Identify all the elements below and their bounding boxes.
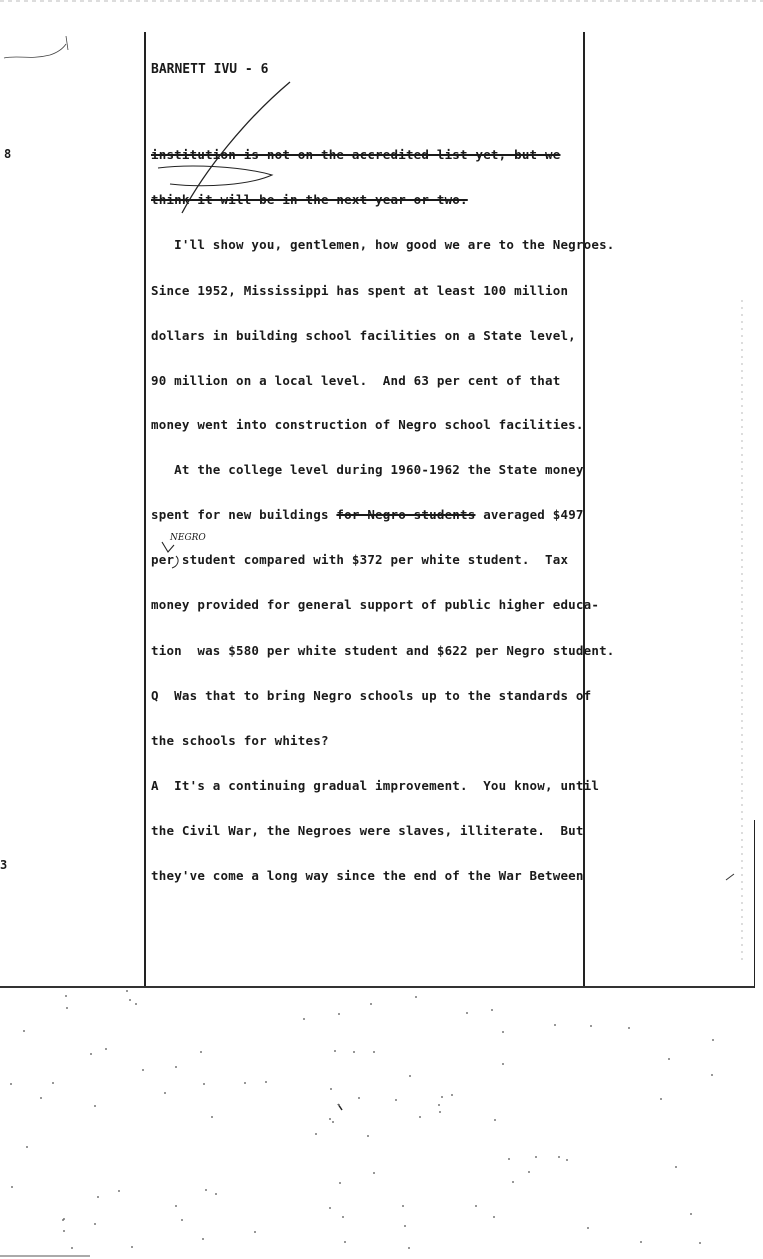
scan-speck xyxy=(475,1205,477,1207)
scan-speck xyxy=(512,1181,514,1183)
scan-speck xyxy=(71,1247,73,1249)
scan-speck xyxy=(175,1066,177,1068)
text-line: spent for new buildings for Negro students averaged $497 xyxy=(151,507,584,522)
scan-speck xyxy=(508,1158,510,1160)
scan-speck xyxy=(415,996,417,998)
scan-speck xyxy=(395,1099,397,1101)
scan-speck xyxy=(342,1216,344,1218)
scan-speck xyxy=(344,1241,346,1243)
scan-speck xyxy=(215,1193,217,1195)
scan-speck xyxy=(164,1092,166,1094)
scan-speck xyxy=(711,1074,713,1076)
scan-speck xyxy=(244,1082,246,1084)
scan-speck xyxy=(438,1104,440,1106)
scan-speck xyxy=(10,1083,12,1085)
scan-speck xyxy=(587,1227,589,1229)
scan-speck xyxy=(26,1146,28,1148)
text-line: they've come a long way since the end of the War Between xyxy=(151,868,584,883)
struck-phrase: for Negro students xyxy=(336,507,476,522)
scan-speck xyxy=(131,1246,133,1248)
scan-speck xyxy=(690,1213,692,1215)
scan-speck xyxy=(62,1219,64,1221)
scan-speck xyxy=(181,1219,183,1221)
scan-speck xyxy=(329,1207,331,1209)
scan-speck xyxy=(554,1024,556,1026)
margin-number-bottom: 3 xyxy=(0,858,8,872)
scan-speck xyxy=(332,1121,334,1123)
scan-speck xyxy=(175,1205,177,1207)
scan-speck xyxy=(409,1075,411,1077)
scan-speck xyxy=(202,1238,204,1240)
text-line: money went into construction of Negro school facilities. xyxy=(151,417,584,432)
scan-speck xyxy=(675,1166,677,1168)
scan-speck xyxy=(528,1171,530,1173)
scan-speck xyxy=(491,1009,493,1011)
scan-speck xyxy=(52,1082,54,1084)
scan-speck xyxy=(97,1196,99,1198)
scan-speck xyxy=(439,1111,441,1113)
scan-speck xyxy=(315,1133,317,1135)
scan-speck xyxy=(466,1012,468,1014)
scan-speck xyxy=(338,1013,340,1015)
text-line: I'll show you, gentlemen, how good we are to the Negroes. xyxy=(151,237,615,252)
scan-speck xyxy=(558,1156,560,1158)
scan-speck xyxy=(373,1172,375,1174)
scan-speck xyxy=(11,1186,13,1188)
handwritten-insert: NEGRO xyxy=(170,533,206,543)
scan-speck xyxy=(353,1051,355,1053)
scan-speck xyxy=(404,1225,406,1227)
scan-speck xyxy=(402,1205,404,1207)
scan-speck xyxy=(200,1051,202,1053)
scan-speck xyxy=(338,1104,340,1106)
scan-speck xyxy=(303,1018,305,1020)
scan-speck xyxy=(712,1039,714,1041)
scan-speck xyxy=(668,1058,670,1060)
scan-speck xyxy=(590,1025,592,1027)
text-line: tion was $580 per white student and $622 per Negro student. xyxy=(151,643,615,658)
text-line: the Civil War, the Negroes were slaves, illiterate. But xyxy=(151,823,584,838)
scan-speck xyxy=(142,1069,144,1071)
scan-speck xyxy=(105,1048,107,1050)
scan-speck xyxy=(40,1097,42,1099)
scan-speck xyxy=(566,1159,568,1161)
scan-speck xyxy=(126,990,128,992)
scan-speck xyxy=(408,1247,410,1249)
scan-speck xyxy=(265,1081,267,1083)
scan-speck xyxy=(65,995,67,997)
scan-speck xyxy=(370,1003,372,1005)
text-line: institution is not on the accredited list yet, but we xyxy=(151,147,561,162)
text-line: per student compared with $372 per white student. Tax xyxy=(151,552,569,567)
scan-speck xyxy=(329,1118,331,1120)
scan-speck xyxy=(205,1189,207,1191)
scan-speck xyxy=(118,1190,120,1192)
scan-speck xyxy=(367,1135,369,1137)
text-line: At the college level during 1960-1962 the State money xyxy=(151,462,584,477)
scan-speck xyxy=(135,1003,137,1005)
scan-speck xyxy=(129,999,131,1001)
scan-speck xyxy=(23,1030,25,1032)
scan-speck xyxy=(373,1051,375,1053)
scan-speck xyxy=(203,1083,205,1085)
scan-speck xyxy=(699,1242,701,1244)
text-line: Since 1952, Mississippi has spent at least 100 million xyxy=(151,283,569,298)
text-line: the schools for whites? xyxy=(151,733,329,748)
scan-speck xyxy=(358,1097,360,1099)
scan-speck xyxy=(334,1050,336,1052)
scan-speck xyxy=(660,1098,662,1100)
scan-speck xyxy=(441,1096,443,1098)
text-line: money provided for general support of public higher educa- xyxy=(151,597,600,612)
scan-speck xyxy=(493,1216,495,1218)
margin-number-top: 8 xyxy=(4,147,12,161)
scan-speck xyxy=(502,1063,504,1065)
scan-speck xyxy=(339,1182,341,1184)
scan-speck xyxy=(90,1053,92,1055)
scan-speck xyxy=(494,1119,496,1121)
page-header: BARNETT IVU - 6 xyxy=(151,62,269,77)
scan-speck xyxy=(330,1088,332,1090)
scan-speck xyxy=(94,1223,96,1225)
scan-speck xyxy=(419,1116,421,1118)
text-line: dollars in building school facilities on a State level, xyxy=(151,328,576,343)
text-line: 90 million on a local level. And 63 per cent of that xyxy=(151,373,561,388)
scan-speck xyxy=(451,1094,453,1096)
scan-speck xyxy=(211,1116,213,1118)
text-line: Q Was that to bring Negro schools up to the standards of xyxy=(151,688,592,703)
scan-speck xyxy=(502,1031,504,1033)
text-line: A It's a continuing gradual improvement. You know, until xyxy=(151,778,600,793)
scan-speck xyxy=(640,1241,642,1243)
scan-speck xyxy=(63,1230,65,1232)
scan-speck xyxy=(254,1231,256,1233)
text-line: think it will be in the next year or two. xyxy=(151,192,468,207)
scan-speck xyxy=(628,1027,630,1029)
scan-speck xyxy=(94,1105,96,1107)
scan-speck xyxy=(535,1156,537,1158)
scan-speck xyxy=(66,1007,68,1009)
